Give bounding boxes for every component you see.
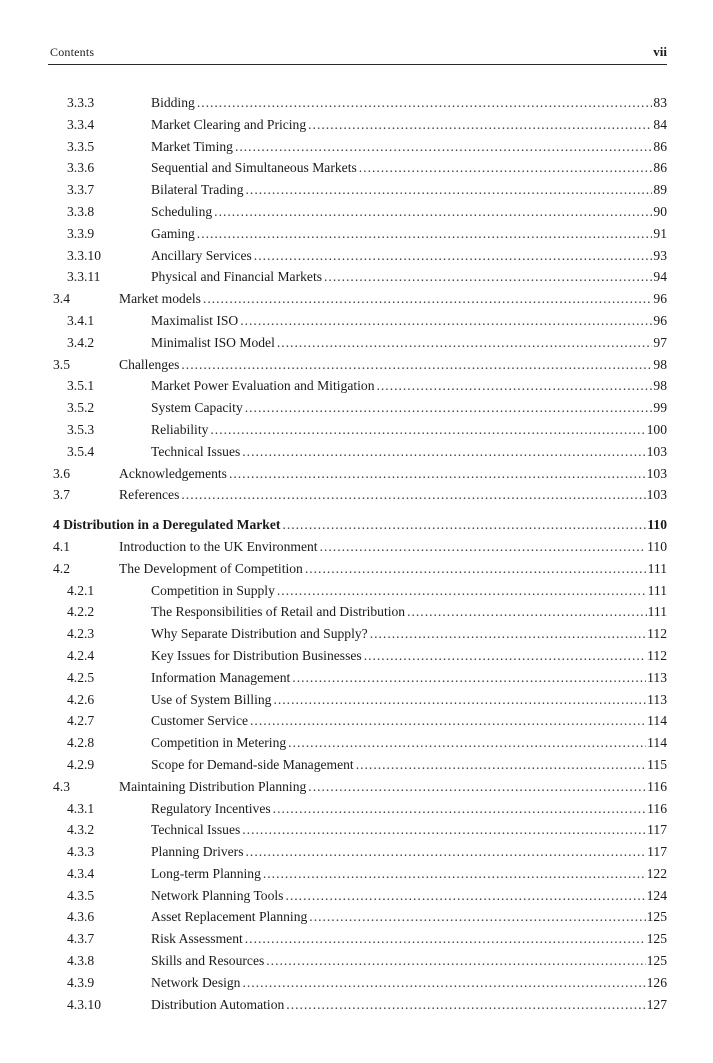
dot-leader: [242, 972, 645, 994]
dot-leader: [242, 819, 646, 841]
toc-entry-page: 91: [653, 225, 667, 241]
toc-entry-title: Market models: [119, 291, 201, 307]
toc-entry-page: 113: [647, 669, 667, 685]
toc-entry-page: 114: [647, 735, 667, 751]
toc-entry-number: 4.3.4: [67, 865, 95, 881]
toc-entry[interactable]: [0, 419, 713, 441]
toc-entry-title: Customer Service: [151, 713, 249, 729]
toc-entry-page: 126: [646, 974, 667, 990]
toc-entry-title: References: [119, 487, 180, 503]
toc-entry-number: 4.2.9: [67, 756, 95, 772]
toc-entry-number: 3.6: [53, 465, 70, 481]
toc-entry-number: 4.2.3: [67, 626, 95, 642]
dot-leader: [240, 310, 652, 332]
toc-entry-page: 115: [647, 756, 667, 772]
toc-entry[interactable]: [0, 689, 713, 711]
toc-entry-number: 3.3.7: [67, 182, 95, 198]
dot-leader: [263, 863, 646, 885]
toc-entry-number: 3.3.5: [67, 138, 95, 154]
toc-entry-page: 100: [646, 421, 667, 437]
toc-entry-number: 4.3.3: [67, 844, 95, 860]
toc-entry-number: 4.3.6: [67, 909, 95, 925]
toc-entry-page: 125: [646, 909, 667, 925]
toc-entry-number: 4.2.5: [67, 669, 95, 685]
dot-leader: [324, 266, 652, 288]
toc-entry-number: 3.3.10: [67, 247, 101, 263]
toc-entry-page: 110: [647, 538, 667, 554]
toc-entry-page: 98: [653, 356, 667, 372]
toc-entry-number: 4.3.8: [67, 953, 95, 969]
toc-entry-title: Network Planning Tools: [151, 887, 284, 903]
toc-entry-page: 114: [647, 713, 667, 729]
toc-entry-page: 111: [647, 582, 667, 598]
toc-entry[interactable]: [0, 601, 713, 623]
toc-entry[interactable]: [0, 841, 713, 863]
toc-entry-title: Long-term Planning: [151, 865, 261, 881]
toc-entry-number: 3.7: [53, 487, 70, 503]
toc-chapter-entry[interactable]: [0, 514, 713, 536]
toc-entry[interactable]: [0, 776, 713, 798]
toc-entry-number: 4.3.7: [67, 931, 95, 947]
dot-leader: [308, 776, 646, 798]
toc-entry-title: Risk Assessment: [151, 931, 243, 947]
toc-entry-title: Why Separate Distribution and Supply?: [151, 626, 368, 642]
toc-entry-title: Market Clearing and Pricing: [151, 116, 307, 132]
toc-entry-page: 111: [647, 560, 667, 576]
toc-entry-page: 98: [653, 378, 667, 394]
toc-entry-title: Network Design: [151, 974, 241, 990]
toc-entry-number: 3.5.1: [67, 378, 95, 394]
toc-entry[interactable]: [0, 972, 713, 994]
toc-entry-page: 116: [647, 778, 667, 794]
toc-entry-title: Gaming: [151, 225, 195, 241]
toc-entry[interactable]: [0, 463, 713, 485]
toc-entry-title: Challenges: [119, 356, 180, 372]
toc-entry[interactable]: [0, 580, 713, 602]
page-number: vii: [653, 44, 667, 59]
dot-leader: [245, 397, 653, 419]
toc-entry-page: 112: [647, 647, 667, 663]
dot-leader: [197, 223, 653, 245]
toc-entry[interactable]: [0, 885, 713, 907]
toc-entry-page: 127: [646, 996, 667, 1012]
toc-entry[interactable]: [0, 223, 713, 245]
toc-entry-page: 103: [646, 443, 667, 459]
toc-entry-title: Sequential and Simultaneous Markets: [151, 160, 357, 176]
running-header-title: Contents: [50, 45, 95, 59]
dot-leader: [309, 906, 645, 928]
toc-entry-title: Information Management: [151, 669, 291, 685]
dot-leader: [181, 354, 652, 376]
toc-entry[interactable]: [0, 441, 713, 463]
toc-entry-title: The Responsibilities of Retail and Distribution: [151, 604, 406, 620]
dot-leader: [273, 689, 646, 711]
toc-entry[interactable]: [0, 157, 713, 179]
dot-leader: [254, 245, 653, 267]
toc-entry-title: Maximalist ISO: [151, 312, 239, 328]
toc-entry-number: 3.3.4: [67, 116, 95, 132]
toc-entry[interactable]: [0, 179, 713, 201]
toc-entry[interactable]: [0, 710, 713, 732]
dot-leader: [285, 885, 645, 907]
toc-entry[interactable]: [0, 819, 713, 841]
toc-entry-title: Technical Issues: [151, 443, 241, 459]
dot-leader: [203, 288, 652, 310]
dot-leader: [235, 136, 652, 158]
toc-entry-page: 96: [653, 312, 667, 328]
toc-entry[interactable]: [0, 645, 713, 667]
toc-entry-number: 4.2: [53, 560, 70, 576]
toc-entry[interactable]: [0, 375, 713, 397]
dot-leader: [308, 114, 652, 136]
toc-entry-title: Reliability: [151, 421, 209, 437]
toc-entry-page: 103: [646, 487, 667, 503]
toc-entry-page: 117: [647, 822, 667, 838]
toc-entry-number: 3.4: [53, 291, 70, 307]
toc-entry[interactable]: [0, 201, 713, 223]
toc-entry-title: Skills and Resources: [151, 953, 265, 969]
toc-entry-title: Key Issues for Distribution Businesses: [151, 647, 362, 663]
toc-entry-page: 116: [647, 800, 667, 816]
toc-entry-page: 86: [653, 138, 667, 154]
dot-leader: [288, 732, 646, 754]
toc-entry[interactable]: [0, 906, 713, 928]
toc-entry[interactable]: [0, 484, 713, 506]
toc-entry[interactable]: [0, 332, 713, 354]
toc-entry-title: Scheduling: [151, 203, 213, 219]
dot-leader: [277, 332, 653, 354]
dot-leader: [286, 994, 645, 1016]
dot-leader: [273, 798, 646, 820]
toc-entry-number: 3.3.3: [67, 95, 95, 110]
toc-entry-title: Maintaining Distribution Planning: [119, 778, 307, 794]
toc-entry-title: Bidding: [151, 95, 195, 110]
toc-entry[interactable]: [0, 288, 713, 310]
toc-entry-title: Distribution Automation: [151, 996, 285, 1012]
dot-leader: [246, 841, 647, 863]
toc-entry-number: 4.2.7: [67, 713, 95, 729]
toc-entry-page: 125: [646, 953, 667, 969]
toc-entry-title: 4 Distribution in a Deregulated Market: [53, 517, 281, 533]
toc-entry-title: Competition in Metering: [151, 735, 287, 751]
dot-leader: [356, 754, 646, 776]
toc-entry-title: Scope for Demand-side Management: [151, 756, 354, 772]
dot-leader: [292, 667, 646, 689]
toc-entry-title: System Capacity: [151, 400, 243, 416]
toc-entry[interactable]: [0, 950, 713, 972]
toc-entry-title: Acknowledgements: [119, 465, 227, 481]
toc-entry-page: 94: [653, 269, 667, 285]
toc-entry-number: 4.2.4: [67, 647, 95, 663]
toc-entry-page: 84: [653, 116, 667, 132]
dot-leader: [282, 514, 646, 536]
toc-entry-number: 4.3.5: [67, 887, 95, 903]
dot-leader: [214, 201, 652, 223]
toc-entry-title: Introduction to the UK Environment: [119, 538, 318, 554]
toc-entry-number: 3.3.9: [67, 225, 95, 241]
toc-entry-number: 3.3.6: [67, 160, 95, 176]
dot-leader: [266, 950, 645, 972]
toc-entry[interactable]: [0, 732, 713, 754]
toc-entry-title: Technical Issues: [151, 822, 241, 838]
toc-entry-page: 99: [653, 400, 667, 416]
toc-entry-number: 4.3: [53, 778, 70, 794]
toc-entry-title: The Development of Competition: [119, 560, 303, 576]
toc-entry-number: 4.2.1: [67, 582, 95, 598]
toc-entry[interactable]: [0, 114, 713, 136]
toc-entry-title: Physical and Financial Markets: [151, 269, 323, 285]
toc-entry[interactable]: [0, 310, 713, 332]
toc-entry-number: 3.5.3: [67, 421, 95, 437]
dot-leader: [229, 463, 646, 485]
dot-leader: [305, 558, 647, 580]
toc-entry-number: 3.5.2: [67, 400, 95, 416]
toc-entry-title: Ancillary Services: [151, 247, 252, 263]
toc-entry-title: Bilateral Trading: [151, 182, 244, 198]
toc-entry-page: 90: [653, 203, 667, 219]
toc-entry-number: 3.5.4: [67, 443, 95, 459]
dot-leader: [246, 179, 653, 201]
toc-entry-number: 3.3.11: [67, 269, 101, 285]
toc-entry[interactable]: [0, 863, 713, 885]
toc-entry-page: 112: [647, 626, 667, 642]
toc-entry-page: 89: [653, 182, 667, 198]
toc-entry[interactable]: [0, 92, 713, 114]
dot-leader: [245, 928, 646, 950]
toc-entry-page: 111: [647, 604, 667, 620]
toc-entry[interactable]: [0, 245, 713, 267]
dot-leader: [377, 375, 653, 397]
toc-entry-number: 3.5: [53, 356, 70, 372]
toc-entry-number: 3.4.1: [67, 312, 95, 328]
toc-entry-title: Market Timing: [151, 138, 233, 154]
toc-entry-title: Regulatory Incentives: [151, 800, 271, 816]
toc-entry-number: 4.3.10: [67, 996, 101, 1012]
toc-entry-title: Asset Replacement Planning: [151, 909, 308, 925]
toc-entry[interactable]: [0, 354, 713, 376]
toc-entry-page: 117: [647, 844, 667, 860]
toc-entry-title: Minimalist ISO Model: [151, 334, 275, 350]
toc-entry[interactable]: [0, 667, 713, 689]
toc-entry[interactable]: [0, 397, 713, 419]
toc-entry[interactable]: [0, 754, 713, 776]
toc-entry-page: 96: [653, 291, 667, 307]
dot-leader: [250, 710, 646, 732]
toc-entry-number: 4.3.1: [67, 800, 95, 816]
dot-leader: [407, 601, 647, 623]
toc-entry[interactable]: [0, 623, 713, 645]
toc-entry-page: 103: [646, 465, 667, 481]
toc-entry-page: 124: [646, 887, 667, 903]
dot-leader: [181, 484, 645, 506]
dot-leader: [359, 157, 653, 179]
toc-entry-number: 3.4.2: [67, 334, 95, 350]
toc-entry[interactable]: [0, 994, 713, 1016]
toc-entry-page: 125: [646, 931, 667, 947]
table-of-contents: [0, 92, 713, 1015]
toc-entry-number: 4.2.2: [67, 604, 95, 620]
toc-entry[interactable]: [0, 928, 713, 950]
toc-entry-number: 4.3.2: [67, 822, 95, 838]
toc-entry-title: Use of System Billing: [151, 691, 272, 707]
toc-entry-number: 4.2.6: [67, 691, 95, 707]
toc-entry-number: 4.1: [53, 538, 70, 554]
dot-leader: [242, 441, 645, 463]
toc-entry-page: 113: [647, 691, 667, 707]
toc-entry-page: 93: [653, 247, 667, 263]
toc-entry-page: 122: [646, 865, 667, 881]
toc-entry[interactable]: [0, 136, 713, 158]
toc-entry-title: Market Power Evaluation and Mitigation: [151, 378, 375, 394]
dot-leader: [197, 92, 653, 114]
toc-entry-page: 86: [653, 160, 667, 176]
toc-entry-number: 3.3.8: [67, 203, 95, 219]
toc-entry-number: 4.2.8: [67, 735, 95, 751]
toc-entry[interactable]: [0, 536, 713, 558]
toc-entry-page: 83: [653, 95, 667, 110]
toc-entry-page: 97: [653, 334, 667, 350]
toc-entry[interactable]: [0, 558, 713, 580]
dot-leader: [364, 645, 646, 667]
dot-leader: [370, 623, 646, 645]
toc-entry[interactable]: [0, 798, 713, 820]
toc-entry-page: 110: [647, 517, 667, 533]
toc-entry-title: Planning Drivers: [151, 844, 244, 860]
dot-leader: [277, 580, 647, 602]
toc-entry-title: Competition in Supply: [151, 582, 275, 598]
dot-leader: [210, 419, 645, 441]
running-header: [48, 40, 667, 65]
dot-leader: [320, 536, 647, 558]
toc-entry[interactable]: [0, 266, 713, 288]
toc-entry-number: 4.3.9: [67, 974, 95, 990]
